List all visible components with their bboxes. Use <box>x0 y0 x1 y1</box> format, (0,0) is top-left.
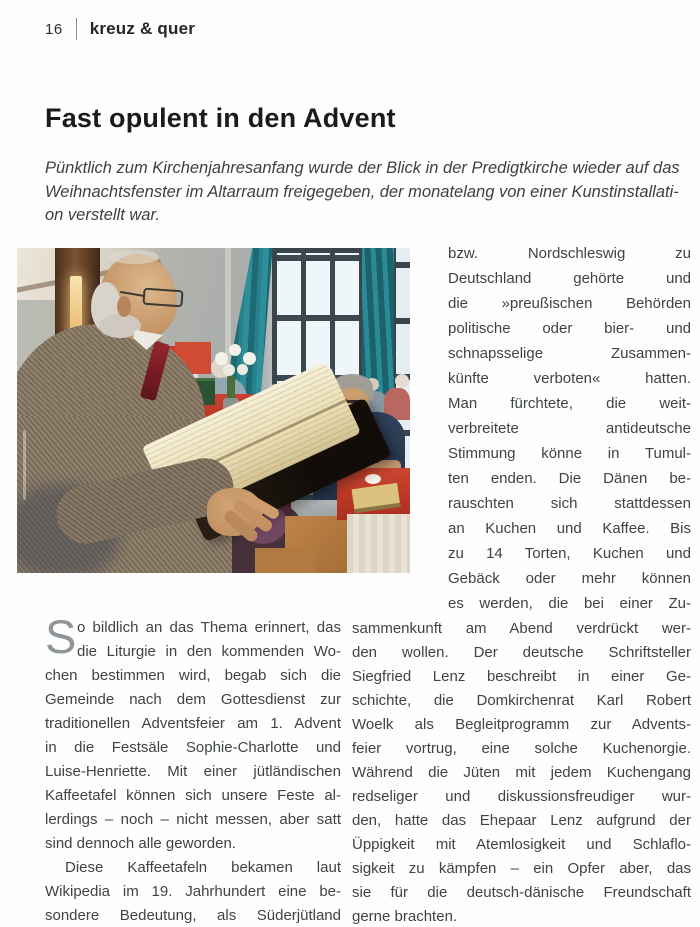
photo-flower <box>215 352 228 365</box>
text-line: zu 14 Torten, Kuchen und <box>448 545 691 562</box>
text-line: in die Festsäle Sophie-Charlotte und <box>45 739 341 756</box>
article-title: Fast opulent in den Advent <box>45 103 396 133</box>
text-line: Diese Kaffeetafeln bekamen laut <box>65 859 341 876</box>
column-right-narrow <box>448 241 691 616</box>
text-line: Siegfried Lenz beschreibt in einer Ge- <box>352 668 691 685</box>
photo-flower <box>243 352 256 365</box>
text-line: Luise-Henriette. Mit einer jütländischen <box>45 763 341 780</box>
photo-reader-ear <box>117 296 131 317</box>
page-header <box>45 16 195 42</box>
text-line: schnapsselige Zusammen- <box>448 345 691 362</box>
text-line: Während die Jüten mit jedem Kuchengang <box>352 764 691 781</box>
text-line: politische oder bier- und <box>448 320 691 337</box>
text-line: den, hatte das Ehepaar Lenz aufgrund der <box>352 812 691 829</box>
photo-reader-hair <box>109 250 159 264</box>
text-line: feier vortrug, eine solche Kuchenorgie. <box>352 740 691 757</box>
photo-teacup <box>365 474 381 484</box>
text-line: Man fürchtete, die weit- <box>448 395 691 412</box>
text-line: sind dennoch alle geworden. <box>45 835 236 852</box>
text-line: verbreitete antideutsche <box>448 420 691 437</box>
text-line: Deutschland gehörte und <box>448 270 691 287</box>
header-divider <box>76 18 77 40</box>
text-line: Üppigkeit mit Atemlosigkeit und Schlaflo- <box>352 836 691 853</box>
text-line: die Liturgie in den kommenden Wo- <box>77 643 341 660</box>
text-line: künfte verboten« hatten. <box>448 370 691 387</box>
text-line: sie für die deutsch-dänische Freundschaft <box>352 884 691 901</box>
text-line: die »preußischen Behörden <box>448 295 691 312</box>
text-line: Gemeinde nach dem Gottesdienst zur <box>45 691 341 708</box>
text-line: Pünktlich zum Kirchenjahresanfang wurde der Blick in der Predigtkirche wieder auf das <box>45 159 680 177</box>
text-line: Stimmung könne in Tumul- <box>448 445 691 462</box>
text-line: an Kuchen und Kaffee. Bis <box>448 520 691 537</box>
photo-table-right-skirt <box>347 514 410 573</box>
drop-cap: S <box>45 610 77 663</box>
text-line: o bildlich an das Thema erinnert, das <box>77 619 341 636</box>
text-line: on verstellt war. <box>45 206 160 224</box>
text-line: es werden, die bei einer Zu- <box>448 595 691 612</box>
text-line: sondere Bedeutung, als Süderjütland <box>45 907 341 924</box>
text-line: sammenkunft am Abend verdrückt wer- <box>352 620 691 637</box>
article-lead <box>45 157 685 228</box>
text-line: rauschten sich stattdessen <box>448 495 691 512</box>
text-line: lerdings – noch – nicht messen, aber satt <box>45 811 341 828</box>
text-line: redseliger und diskussionsfreudiger wur- <box>352 788 691 805</box>
photo-reader-glasses <box>142 288 183 308</box>
page-number: 16 <box>45 20 63 38</box>
text-line: Gebäck oder mehr können <box>448 570 691 587</box>
text-line: Kaffeetafel können sich unsere Feste al- <box>45 787 341 804</box>
text-line: ten enden. Die Dänen be- <box>448 470 691 487</box>
photo-floor <box>255 548 315 573</box>
photo-flower <box>237 364 248 375</box>
magazine-title: kreuz & quer <box>89 19 196 38</box>
text-line: gerne brachten. <box>352 908 458 925</box>
text-line: schichte, die Domkirchenrat Karl Robert <box>352 692 691 709</box>
article-photo <box>17 248 410 573</box>
photo-guest-head <box>395 374 409 388</box>
text-line: Weihnachtsfenster im Altarraum freigegeben, der monatelang von einer Kunstinstallati- <box>45 182 679 201</box>
text-line: chen bestimmen wird, begab sich die <box>45 667 341 684</box>
text-line: traditionellen Adventsfeier am 1. Advent <box>45 715 341 732</box>
photo-flower <box>229 344 241 356</box>
photo-credit-vertical <box>23 430 26 500</box>
text-line: bzw. Nordschleswig zu <box>448 245 691 262</box>
photo-flower <box>223 364 235 376</box>
column-right-wide <box>352 617 691 927</box>
text-line: Woelk als Begleitprogramm zur Advents- <box>352 716 691 733</box>
text-line: den wollen. Der deutsche Schriftsteller <box>352 644 691 661</box>
column-left-lines <box>45 616 341 927</box>
text-line: sigkeit zu kämpfen – ein Opfer aber, das <box>352 860 691 877</box>
column-left <box>45 610 341 927</box>
text-line: Wikipedia im 19. Jahrhundert eine be- <box>45 883 341 900</box>
